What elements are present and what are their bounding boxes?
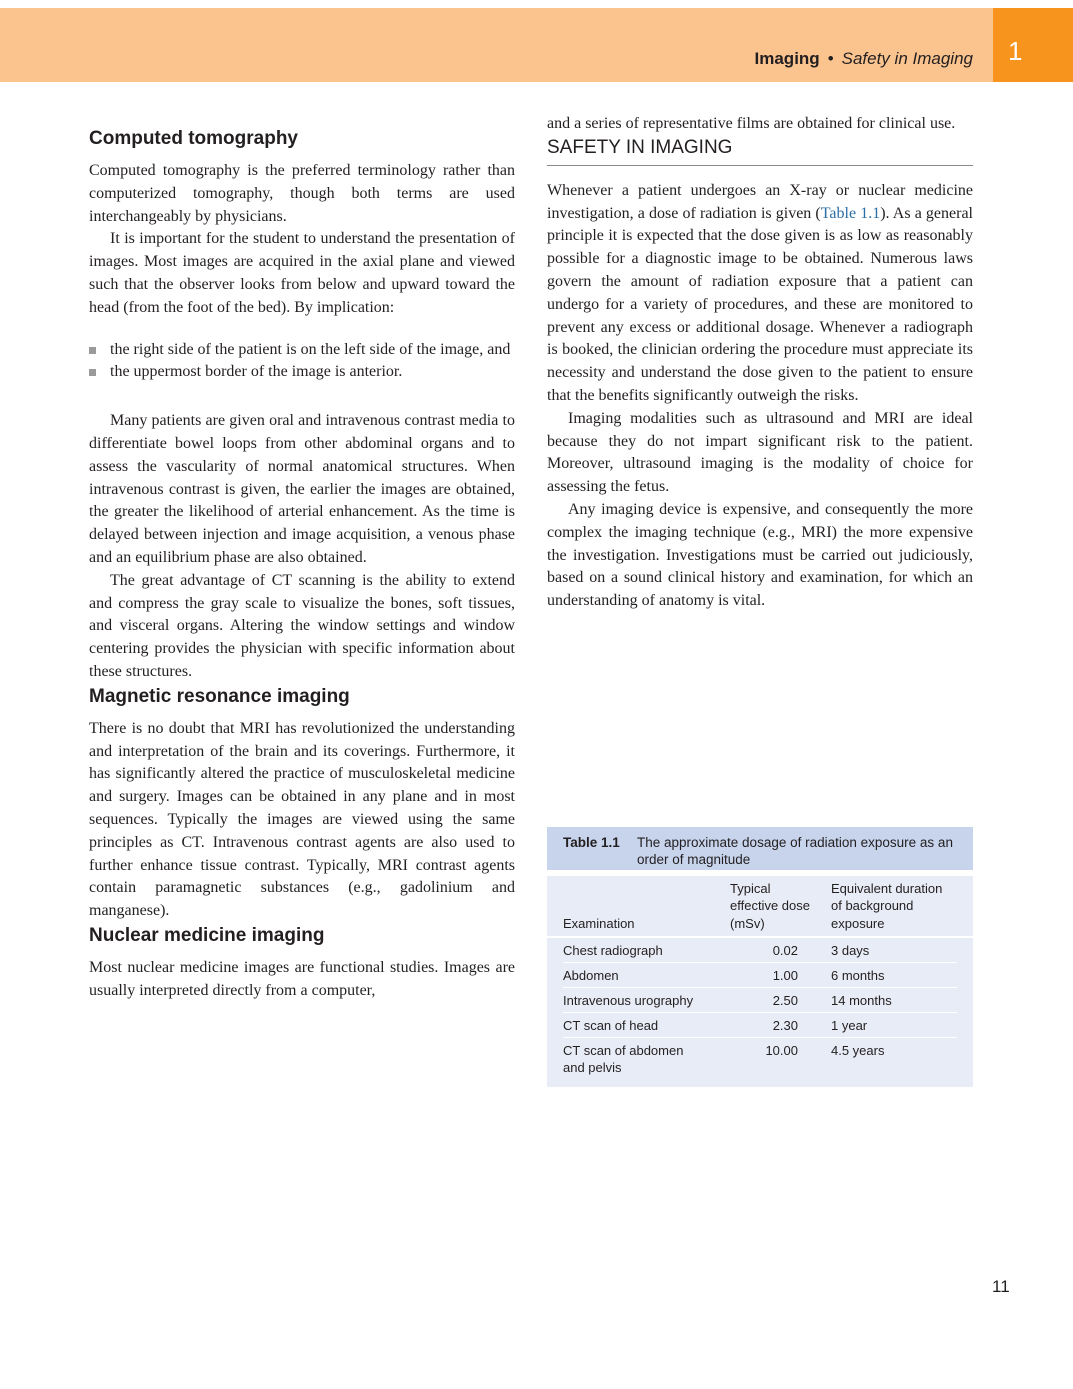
cell-dose: 0.02 — [772, 943, 798, 958]
bullet-square-icon — [89, 347, 96, 354]
table-1-1 — [547, 827, 973, 1087]
ct-paragraph-3: Many patients are given oral and intravenous contrast media to differentiate bowel loops from other abdominal organs and to assess the vascularity of normal anatomical structures. When intravenous contrast is given, the earlier the images are obtained, the greater the likelihood of arterial enhancement. As the time is delayed between injection and image acquisition, a venous phase and an equilibrium phase are also obtained. — [89, 412, 515, 566]
mri-paragraph-1: There is no doubt that MRI has revolutionized the understanding and interpretation of the brain and its coverings. Furthermore, it has significantly altered the practice of musculoskeletal medicine and surgery. Images can be obtained in any plane and in most sequences. Typically the images are viewed using the same principles as CT. Intravenous contrast agents are also used to further enhance tissue contrast. Typically, MRI contrast agents contain paramagnetic substances (e.g., gadolinium and manganese). — [89, 719, 515, 920]
table-label: Table 1.1 — [563, 835, 620, 850]
running-head — [755, 49, 973, 69]
cell-examination: CT scan of head — [563, 1018, 659, 1033]
running-head-chapter: Imaging — [754, 49, 820, 68]
table-caption — [547, 827, 973, 870]
table-header-row — [547, 876, 973, 938]
cell-dose: 10.00 — [765, 1043, 798, 1058]
safety-text-before-link: Whenever a patient undergoes an X-ray or nuclear medicine investigation, a dose of radiation is given ( — [547, 181, 973, 222]
column-header-dose: Typical effective dose (mSv) — [730, 880, 810, 931]
cell-duration: 3 days — [831, 943, 870, 958]
right-column — [547, 113, 973, 613]
cell-dose: 2.50 — [772, 993, 798, 1008]
ct-paragraph-2: It is important for the student to understand the presentation of images. Most images are acquired in the axial plane and viewed such that the observer looks from below and upward toward the head (from the foot of the bed). By implication: — [89, 230, 515, 316]
nuclear-paragraph-1: Most nuclear medicine images are functional studies. Images are usually interpreted directly from a computer, — [89, 958, 515, 999]
table-row — [563, 988, 957, 1013]
heading-magnetic-resonance-imaging: Magnetic resonance imaging — [89, 685, 350, 707]
cell-duration: 4.5 years — [831, 1043, 885, 1058]
cell-examination: Intravenous urography — [563, 993, 694, 1008]
bullet-text: the uppermost border of the image is anterior. — [110, 363, 403, 381]
running-head-section: Safety in Imaging — [841, 49, 973, 68]
bullet-text: the right side of the patient is on the left side of the image, and — [110, 340, 511, 358]
table-row — [563, 1038, 957, 1078]
left-column — [89, 126, 515, 1003]
running-header-band — [0, 8, 993, 82]
ct-paragraph-4: The great advantage of CT scanning is the ability to extend and compress the gray scale to visualize the bones, soft tissues, and visceral organs. Altering the window settings and window centering provides the physician with specific information about these structures. — [89, 571, 515, 680]
column-header-duration: Equivalent duration of background exposure — [831, 880, 943, 931]
heading-safety-in-imaging: SAFETY IN IMAGING — [547, 136, 973, 166]
safety-paragraph-3: Any imaging device is expensive, and consequently the more complex the imaging technique (e.g., MRI) the more expensive the investigation. Investigations must be carried out judiciously, based on a sound clinical history and examination, for which an understanding of anatomy is vital. — [547, 500, 973, 610]
cell-dose: 1.00 — [772, 968, 798, 983]
cell-duration: 1 year — [831, 1018, 868, 1033]
cell-duration: 14 months — [831, 993, 892, 1008]
cell-duration: 6 months — [831, 968, 885, 983]
table-row — [563, 938, 957, 963]
heading-nuclear-medicine-imaging: Nuclear medicine imaging — [89, 924, 325, 946]
chapter-tab — [993, 8, 1073, 82]
table-caption-text: The approximate dosage of radiation exposure as an order of magnitude — [637, 835, 953, 867]
cell-examination: Abdomen — [563, 968, 619, 983]
cell-examination: CT scan of abdomen and pelvis — [563, 1043, 684, 1075]
heading-computed-tomography: Computed tomography — [89, 128, 298, 149]
bullet-square-icon — [89, 369, 96, 376]
table-1-1-link[interactable]: Table 1.1 — [820, 204, 881, 222]
column-header-examination: Examination — [563, 915, 635, 931]
chapter-number: 1 — [1008, 36, 1023, 66]
ct-bullet-list — [89, 339, 515, 385]
list-item — [89, 339, 515, 362]
table-row — [563, 963, 957, 988]
list-item — [89, 361, 515, 384]
running-head-separator: • — [827, 49, 834, 68]
cell-examination: Chest radiograph — [563, 943, 663, 958]
cell-dose: 2.30 — [772, 1018, 798, 1033]
safety-text-after-link: ). As a general principle it is expected that the dose given is as low as reasonably possible for a diagnostic image to be obtained. Numerous laws govern the amount of radiation exposure that a patient can undergo for a variety of procedures, and these are monitored to prevent any excess or additional dosage. Whenever a radiograph is booked, the clinician ordering the procedure must appreciate its necessity and understand the dose given to the patient to ensure that the benefits significantly outweigh the risks. — [547, 204, 974, 404]
table-row — [563, 1013, 957, 1038]
page-number: 11 — [992, 1277, 1010, 1296]
continuation-paragraph: and a series of representative films are obtained for clinical use. — [547, 115, 956, 132]
safety-paragraph-2: Imaging modalities such as ultrasound and MRI are ideal because they do not impart significant risk to the patient. Moreover, ultrasound imaging is the modality of choice for assessing the fetus. — [547, 409, 973, 496]
ct-paragraph-1: Computed tomography is the preferred terminology rather than computerized tomography, though both terms are used interchangeably by physicians. — [89, 162, 515, 225]
safety-paragraph-1 — [547, 180, 973, 408]
